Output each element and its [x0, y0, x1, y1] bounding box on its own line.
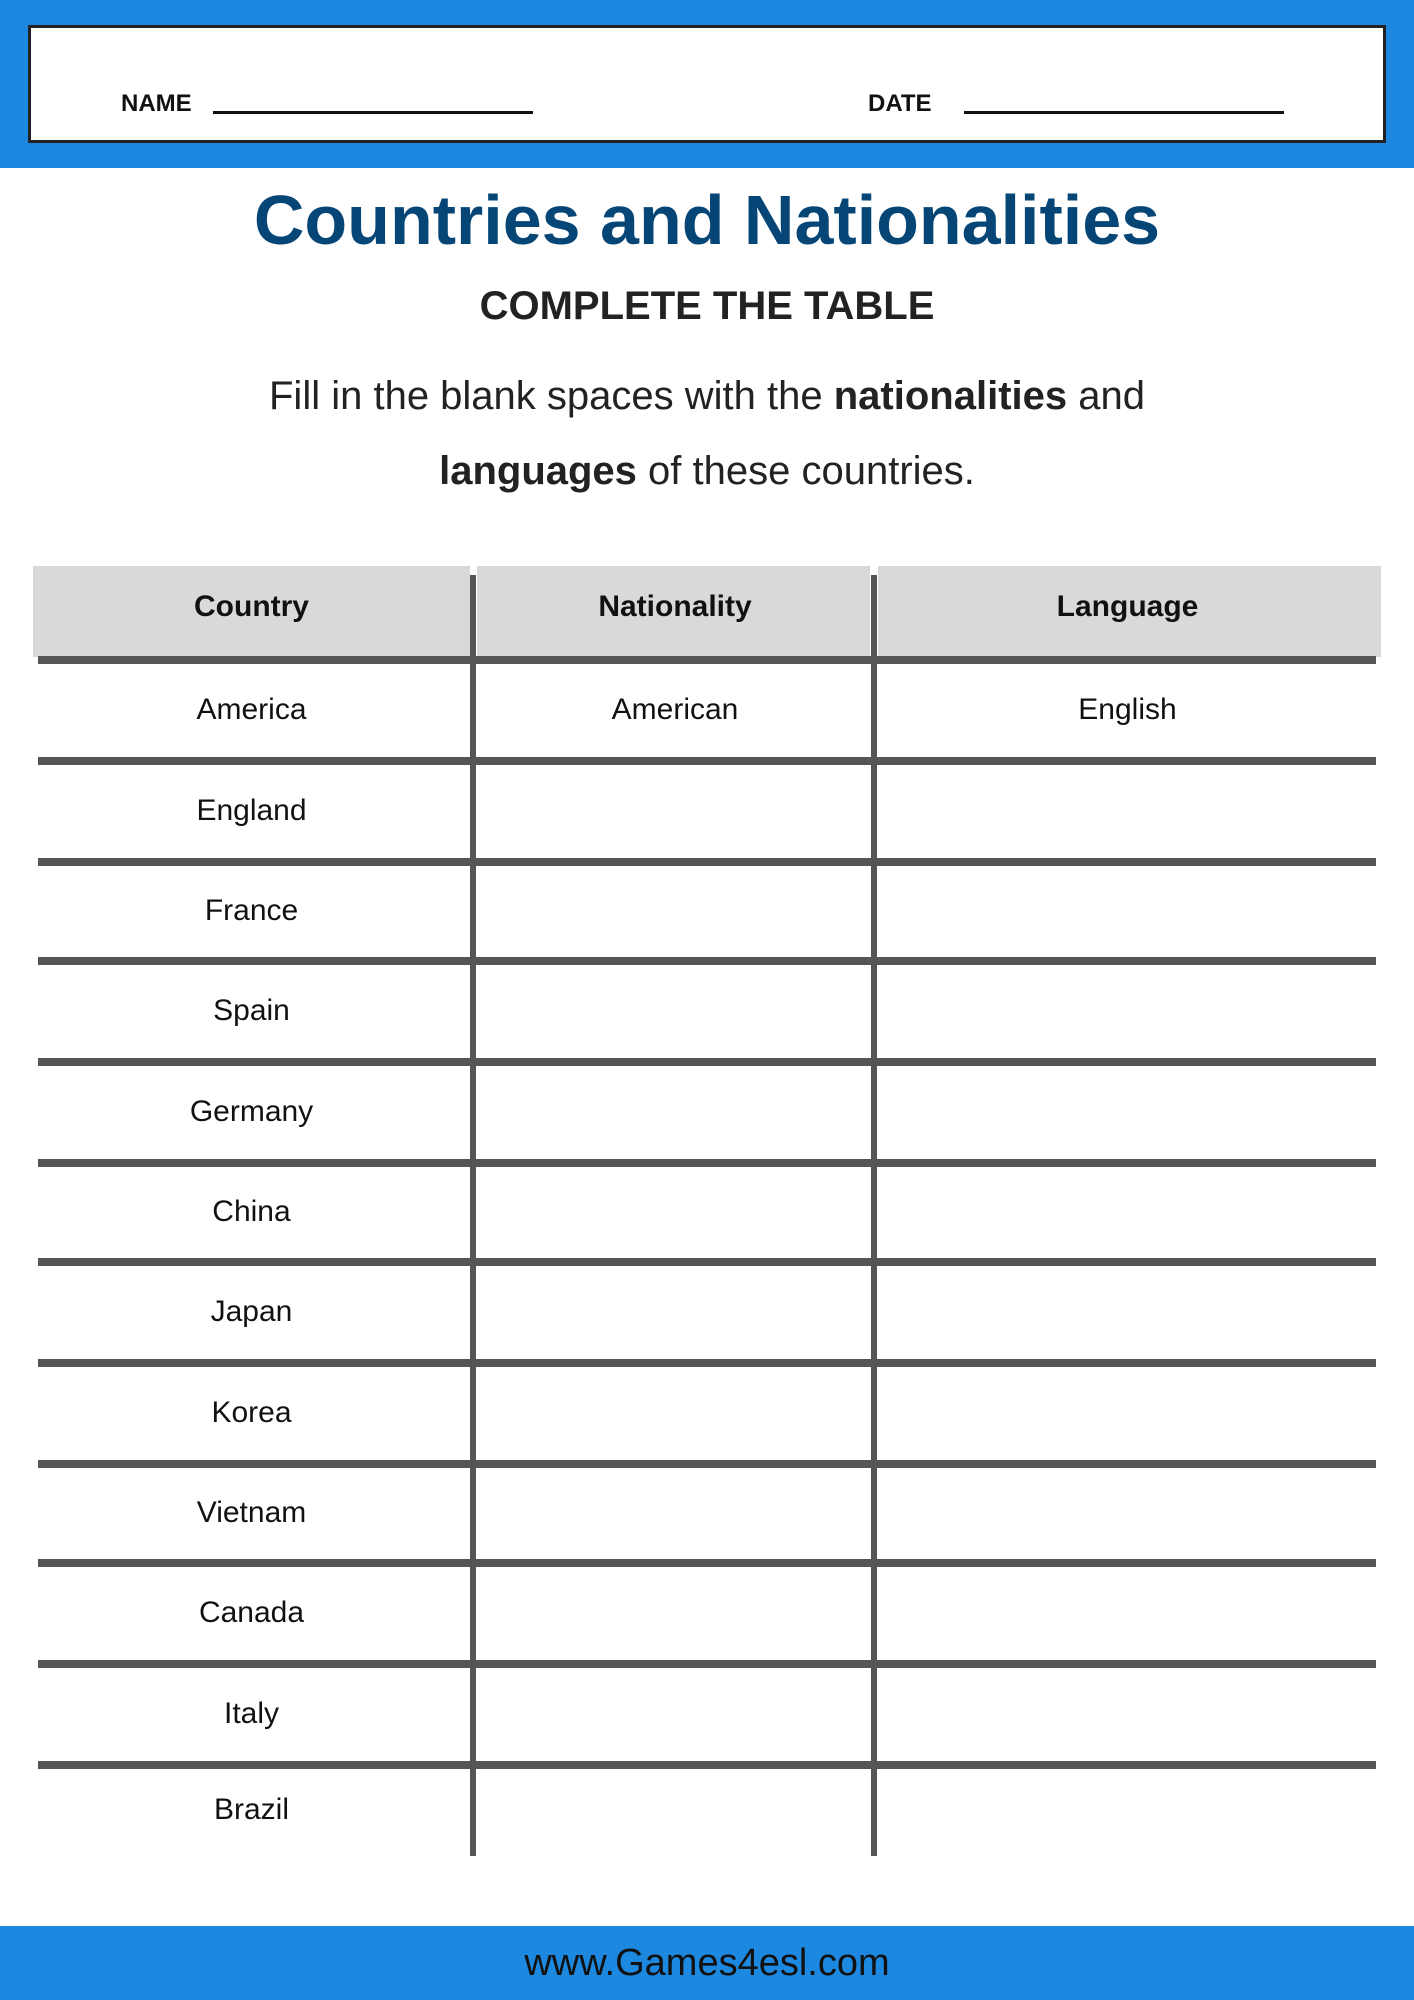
instr-bold-nationalities: nationalities: [833, 374, 1068, 418]
name-field-line[interactable]: [213, 111, 533, 114]
subtitle: COMPLETE THE TABLE: [479, 284, 935, 328]
column-header-nationality: Nationality: [598, 590, 752, 623]
date-label: DATE: [868, 90, 932, 117]
language-answer-cell[interactable]: English: [1078, 692, 1177, 726]
country-cell: Spain: [213, 993, 290, 1027]
row-divider: [38, 1058, 1376, 1066]
row-divider: [38, 1460, 1376, 1468]
country-cell: Vietnam: [196, 1495, 307, 1529]
country-cell: Brazil: [213, 1792, 289, 1826]
row-divider: [38, 656, 1376, 664]
row-divider: [38, 1359, 1376, 1367]
country-cell: Korea: [211, 1395, 292, 1429]
row-divider: [38, 1258, 1376, 1266]
row-divider: [38, 1660, 1376, 1668]
country-cell: Germany: [189, 1094, 314, 1128]
row-divider: [38, 957, 1376, 965]
instr-text: Fill in the blank spaces with the: [269, 374, 834, 418]
instr-bold-languages: languages: [439, 449, 637, 493]
country-cell: France: [204, 893, 299, 927]
instruction-line-1: [0, 374, 1414, 419]
header-band: [0, 0, 1414, 168]
country-cell: Canada: [198, 1595, 305, 1629]
instr-text: and: [1067, 374, 1145, 418]
column-header-country: Country: [194, 590, 309, 623]
footer-band: [0, 1926, 1414, 2000]
country-cell: America: [196, 692, 307, 726]
page-title: Countries and Nationalities: [253, 181, 1161, 259]
row-divider: [38, 1761, 1376, 1769]
instruction-line-2: [0, 449, 1414, 494]
row-divider: [38, 858, 1376, 866]
column-header-language: Language: [1056, 590, 1199, 623]
date-field-line[interactable]: [964, 111, 1284, 114]
row-divider: [38, 1559, 1376, 1567]
row-divider: [38, 757, 1376, 765]
row-divider: [38, 1159, 1376, 1167]
nationality-answer-cell[interactable]: American: [611, 692, 739, 726]
country-cell: Italy: [223, 1696, 280, 1730]
instr-text: of these countries.: [636, 449, 975, 493]
country-cell: China: [212, 1194, 291, 1228]
name-label: NAME: [121, 90, 192, 117]
name-date-box: [28, 25, 1386, 143]
footer-url[interactable]: www.Games4esl.com: [524, 1942, 890, 1984]
country-cell: Japan: [210, 1294, 293, 1328]
country-cell: England: [196, 793, 307, 827]
